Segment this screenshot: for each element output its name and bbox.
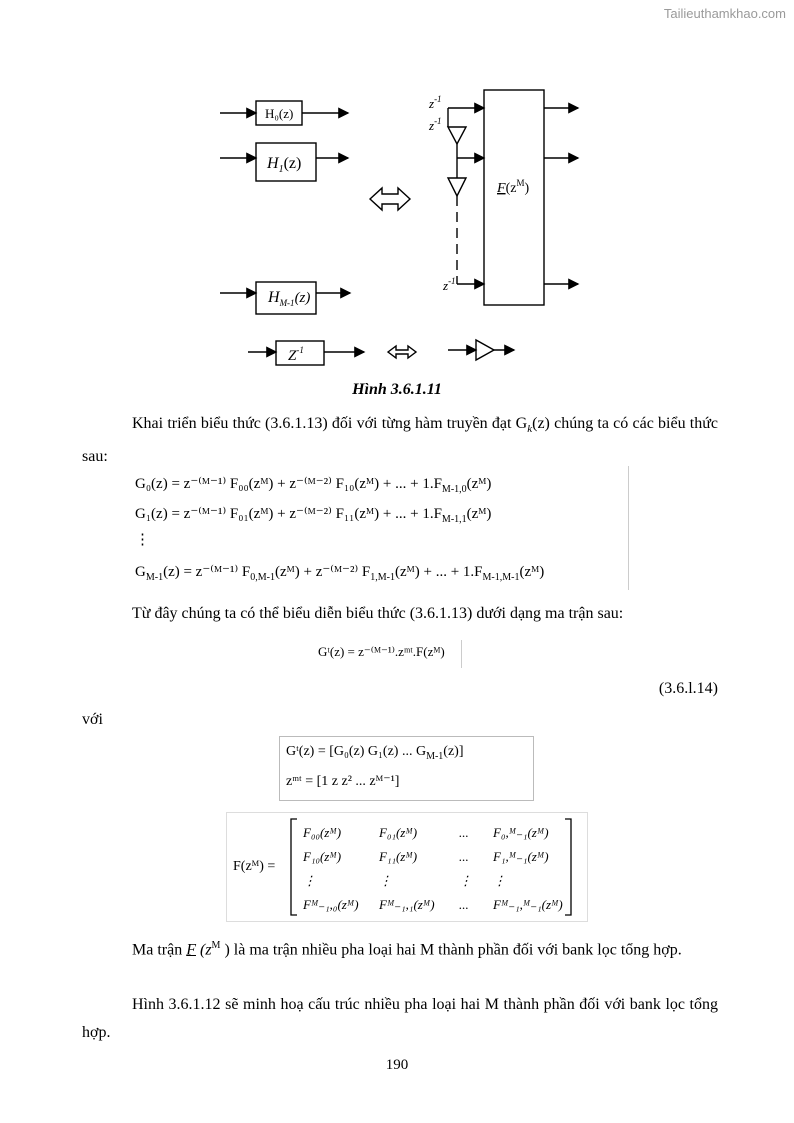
matrix-equation: Gᵗ(z) = z⁻⁽ᴹ⁻¹⁾.zᵐᵗ.F(zᴹ)	[318, 640, 462, 668]
f-matrix-box	[226, 812, 588, 922]
matrix-cell: ⋮	[493, 873, 506, 888]
legend-equivalence-arrow	[388, 346, 416, 358]
delay-triangle-1	[448, 127, 466, 144]
svg-text:Z-1: $Z^{-1}$	[288, 345, 304, 364]
voi-label: với	[82, 711, 103, 728]
equation-g0: G₀(z) = z⁻⁽ᴹ⁻¹⁾ F₀₀(zᴹ) + z⁻⁽ᴹ⁻²⁾ F₁₀(zᴹ) + ... + $1.F_{M-1,0}(zᴹ)$	[135, 476, 492, 495]
figure-diagram	[0, 0, 794, 380]
matrix-cell: Fᴹ₋₁,₁(zᴹ)	[379, 897, 435, 912]
paragraph-4: Hình 3.6.1.12 sẽ minh hoạ cấu trúc nhiều pha loại hai M thành phần đối với bank lọc tổng hợp.	[82, 996, 718, 1041]
f-box	[484, 90, 544, 305]
svg-text:z-1: $z^{-1}$	[429, 94, 442, 111]
definition-box	[279, 736, 534, 801]
equations-gk-box	[125, 466, 629, 590]
equation-gm: $G_{M-1}(z)$ = z⁻⁽ᴹ⁻¹⁾ $F_{0,M-1}(zᴹ)$ + z⁻⁽ᴹ⁻²⁾ $F_{1,M-1}(zᴹ)$ + ... + $1.F_{M-1,M-1}(zᴹ)$	[135, 564, 545, 583]
svg-text:F(zM): $F(z^M)$	[497, 178, 530, 196]
matrix-cell: ⋮	[303, 873, 316, 888]
matrix-cell: ...	[459, 825, 469, 840]
equivalence-arrow	[370, 188, 410, 210]
svg-text:H1(z): $H_1(z)$	[267, 155, 302, 175]
equation-number: (3.6.l.14)	[658, 680, 718, 697]
matrix-cell: F₁,ᴹ₋₁(zᴹ)	[493, 849, 549, 864]
delay-triangle-2	[448, 178, 466, 196]
right-bracket	[565, 819, 571, 915]
svg-text:HM-1(z): $H_{M-1}(z)$	[268, 289, 311, 308]
matrix-cell: Fᴹ₋₁,₀(zᴹ)	[303, 897, 359, 912]
matrix-cell: F₁₀(zᴹ)	[303, 849, 342, 864]
watermark: Tailieuthamkhao.com	[663, 6, 786, 21]
matrix-cell: ...	[459, 849, 469, 864]
matrix-cell: Fᴹ₋₁,ᴹ₋₁(zᴹ)	[493, 897, 563, 912]
page-number: 190	[385, 1057, 409, 1073]
matrix-cell: ...	[459, 897, 469, 912]
h0-label: H₀(z)	[265, 106, 294, 121]
figure-caption: Hình 3.6.1.11	[352, 381, 442, 398]
matrix-cell: ⋮	[459, 873, 472, 888]
matrix-cell: F₀,ᴹ₋₁(zᴹ)	[493, 825, 549, 840]
left-bracket	[291, 819, 297, 915]
paragraph-1: Khai triển biểu thức (3.6.1.13) đối với từng hàm truyền đạt $G_k(z)$ chúng ta có các biểu thức sau:	[82, 415, 719, 466]
legend-triangle	[476, 340, 494, 360]
matrix-cell: F₀₁(zᴹ)	[379, 825, 418, 840]
paragraph-2: Từ đây chúng ta có thể biểu diễn biểu thức (3.6.1.13) dưới dạng ma trận sau:	[132, 605, 624, 622]
paragraph-3: Ma trận F ($z^M$ ) là ma trận nhiều pha loại hai M thành phần đối với bank lọc tổng hợp.	[132, 940, 682, 959]
f-matrix-lhs: F(zᴹ) =	[233, 859, 276, 874]
svg-text:z-1: $z^{-1}$	[443, 276, 456, 293]
matrix-cell: ⋮	[379, 873, 392, 888]
equation-vdots: ⋮	[135, 532, 150, 548]
svg-text:z-1: $z^{-1}$	[429, 116, 442, 133]
zmt-definition: zᵐᵗ = [1 z z² ... zᴹ⁻¹]	[286, 774, 400, 789]
matrix-cell: F₀₀(zᴹ)	[303, 825, 342, 840]
gt-definition: Gᵗ(z) = [G₀(z) G₁(z) ... $G_{M-1}(z)$]	[286, 744, 464, 762]
matrix-cell: F₁₁(zᴹ)	[379, 849, 418, 864]
equation-g1: G₁(z) = z⁻⁽ᴹ⁻¹⁾ F₀₁(zᴹ) + z⁻⁽ᴹ⁻²⁾ F₁₁(zᴹ) + ... + $1.F_{M-1,1}(zᴹ)$	[135, 506, 492, 525]
